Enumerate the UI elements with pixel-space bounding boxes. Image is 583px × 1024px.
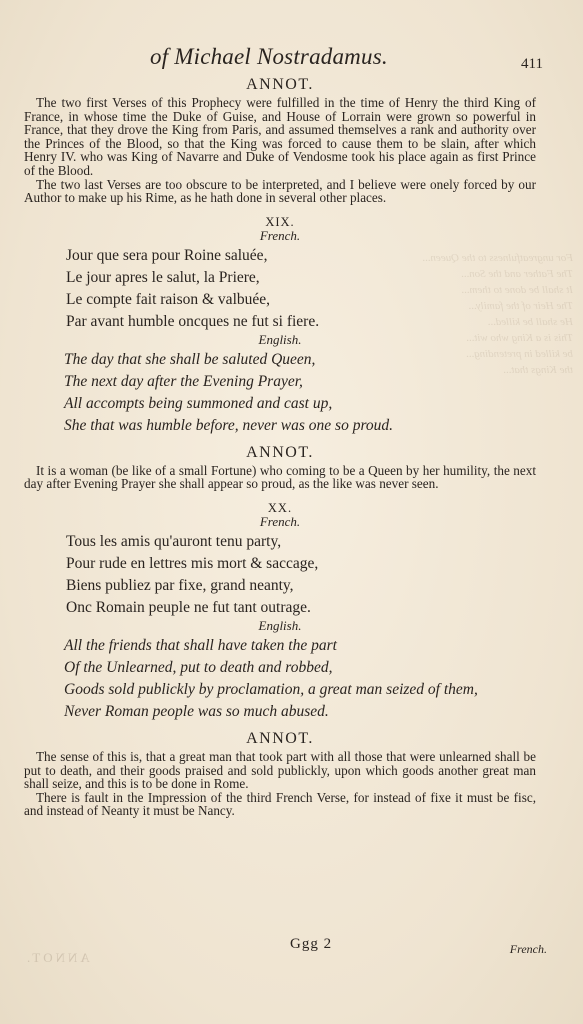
- french-quatrain: [66, 245, 536, 333]
- show-through-text: For ungreatfulness to the Queen... The Father and the Son... It shall be done to them... The Heir of the family... He shall be killed... This is a King who wit... be killed in pretending... the Kings that...: [422, 252, 573, 376]
- verse-line: Tous les amis qu'auront tenu party,: [66, 532, 282, 550]
- show-through-annot: ANNOT.: [24, 950, 90, 965]
- commentary-text: [24, 464, 536, 491]
- commentary-paragraph: The two first Verses of this Prophecy were fulfilled in the time of Henry the third King of France, in whose time the Duke of Guise, and House of Lorrain were grown so powerful in France, that they drove the King from Paris, and assumed themselves a rank and authority over the Princes of the Blood, so that the King was forced to cause them to be slain, after which Henry IV. who was King of Navarre and Duke of Vendosme took his place again as first Prince of the Blood.: [24, 95, 536, 178]
- catchword: French.: [509, 942, 547, 956]
- page-number: 411: [521, 56, 543, 72]
- page-footer: [0, 932, 583, 962]
- commentary-paragraph: It is a woman (be like of a small Fortune) who coming to be a Queen by her humility, the next day after Evening Prayer she shall appear so proud, as the like was never seen.: [24, 462, 536, 492]
- verse-line: Of the Unlearned, put to death and robbed,: [64, 658, 333, 676]
- english-quatrain: [64, 349, 536, 437]
- quatrain-number: XIX.: [265, 214, 295, 229]
- annotation-heading: ANNOT.: [246, 729, 314, 747]
- commentary-paragraph: The sense of this is, that a great man that took part with all those that were unlearned shall be put to death, and their goods praised and sold publickly, upon which goods another great man shall seize, and this is to be done in Rome.: [24, 748, 536, 792]
- verse-line: Le jour apres le salut, la Priere,: [66, 268, 260, 286]
- verse-line: Never Roman people was so much abused.: [64, 702, 329, 720]
- page-header: [0, 44, 583, 78]
- verse-line: Onc Romain peuple ne fut tant outrage.: [66, 598, 311, 616]
- annotation-heading: ANNOT.: [246, 76, 314, 93]
- commentary-text: [24, 750, 536, 818]
- running-head: of Michael Nostradamus.: [150, 44, 388, 69]
- quatrain-number: XX.: [267, 500, 293, 515]
- verse-line: Biens publiez par fixe, grand neanty,: [66, 576, 294, 594]
- verse-line: Le compte fait raison & valbuée,: [66, 290, 271, 308]
- page-content: [24, 76, 536, 818]
- verse-line: All accompts being summoned and cast up,: [64, 394, 333, 412]
- verse-line: She that was humble before, never was one so proud.: [64, 416, 394, 434]
- verse-line: The next day after the Evening Prayer,: [64, 372, 303, 390]
- signature-mark: Ggg 2: [290, 936, 333, 952]
- annotation-heading: ANNOT.: [246, 443, 314, 461]
- verse-line: Goods sold publickly by proclamation, a great man seized of them,: [64, 680, 478, 698]
- commentary-paragraph: The two last Verses are too obscure to be interpreted, and I believe were onely forced by our Author to make up his Rime, as he hath done in several other places.: [24, 176, 536, 206]
- commentary-paragraph: There is fault in the Impression of the third French Verse, for instead of fixe it must be fisc, and instead of Neanty it must be Nancy.: [24, 789, 536, 819]
- verse-line: Pour rude en lettres mis mort & saccage,: [66, 554, 319, 572]
- language-heading: English.: [258, 617, 302, 633]
- verse-line: All the friends that shall have taken the part: [64, 636, 337, 654]
- english-quatrain: [64, 635, 536, 723]
- verse-line: The day that she shall be saluted Queen,: [64, 350, 316, 368]
- language-heading: French.: [259, 227, 301, 243]
- french-quatrain: [66, 531, 536, 619]
- verse-line: Par avant humble oncques ne fut si fiere.: [66, 312, 320, 330]
- language-heading: French.: [259, 513, 301, 529]
- language-heading: English.: [258, 331, 302, 347]
- verse-line: Jour que sera pour Roine saluée,: [66, 246, 268, 264]
- commentary-text: [24, 96, 536, 205]
